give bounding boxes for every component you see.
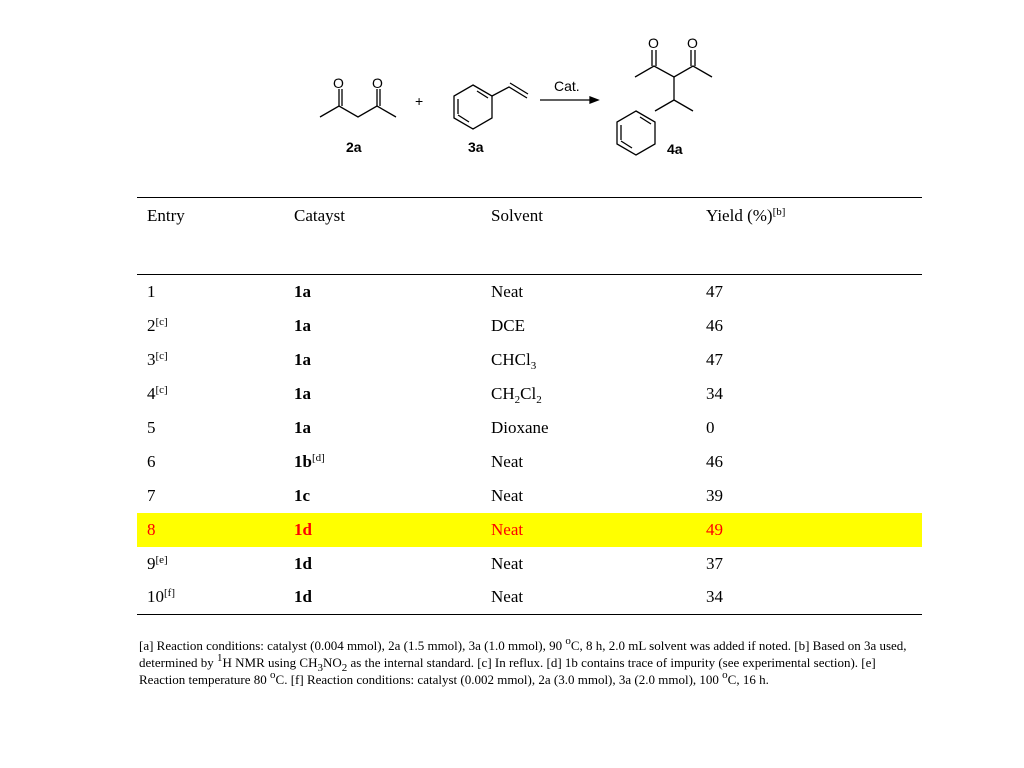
footnote-marker: [f] bbox=[164, 587, 175, 600]
footnotes bbox=[139, 637, 914, 688]
degree-sign: o bbox=[565, 635, 571, 647]
solvent-name: $CH_2Cl_2$ bbox=[491, 383, 542, 406]
entry-number: 4 bbox=[147, 383, 156, 403]
solvent-name: Neat bbox=[491, 485, 524, 505]
catalyst-id: 1a bbox=[294, 383, 311, 403]
footnote-text: H NMR using CH bbox=[222, 655, 318, 670]
catalyst-id: 1d bbox=[294, 587, 312, 607]
cell-entry bbox=[137, 547, 284, 581]
cell-entry bbox=[137, 275, 284, 309]
cell-catalyst bbox=[284, 445, 481, 479]
cell-catalyst bbox=[284, 411, 481, 445]
cell-yield bbox=[696, 479, 922, 513]
cell-catalyst bbox=[284, 547, 481, 581]
yield-value: 46 bbox=[706, 451, 723, 471]
cell-entry bbox=[137, 411, 284, 445]
header-catalyst: Catayst bbox=[294, 206, 345, 225]
cell-solvent bbox=[481, 445, 696, 479]
cell-yield bbox=[696, 377, 922, 411]
table-row bbox=[137, 513, 922, 547]
header-yield-text: Yield (%) bbox=[706, 206, 773, 225]
catalyst-id: 1d bbox=[294, 553, 312, 573]
entry-number: 1 bbox=[147, 281, 156, 301]
catalyst-id: 1b bbox=[294, 451, 312, 471]
catalyst-id: 1a bbox=[294, 315, 311, 335]
entry-number: 8 bbox=[147, 519, 156, 539]
entry-number: 5 bbox=[147, 417, 156, 437]
cell-yield bbox=[696, 581, 922, 615]
yield-value: 47 bbox=[706, 281, 723, 301]
table-row bbox=[137, 275, 922, 309]
table-row bbox=[137, 445, 922, 479]
cell-catalyst bbox=[284, 513, 481, 547]
catalyst-id: 1a bbox=[294, 281, 311, 301]
entry-number: 9 bbox=[147, 553, 156, 573]
cell-catalyst bbox=[284, 309, 481, 343]
cell-catalyst bbox=[284, 343, 481, 377]
cell-yield bbox=[696, 513, 922, 547]
molecule-3a-ring bbox=[454, 85, 492, 129]
molecule-4a-backbone bbox=[635, 66, 712, 77]
footnote-marker: [b] bbox=[772, 206, 786, 218]
entry-number: 3 bbox=[147, 349, 156, 369]
plus-sign: + bbox=[415, 93, 424, 109]
footnote-text: C, 16 h. bbox=[727, 672, 769, 687]
cell-entry bbox=[137, 343, 284, 377]
cell-catalyst bbox=[284, 479, 481, 513]
subscript: 3 bbox=[317, 662, 323, 674]
yield-value: 39 bbox=[706, 485, 723, 505]
table-row bbox=[137, 479, 922, 513]
table-row bbox=[137, 343, 922, 377]
yield-value: 46 bbox=[706, 315, 723, 335]
cell-yield bbox=[696, 411, 922, 445]
cell-catalyst bbox=[284, 377, 481, 411]
cell-yield bbox=[696, 547, 922, 581]
atom-o-label: O bbox=[333, 75, 344, 91]
reaction-scheme bbox=[300, 25, 740, 165]
footnote-marker: [c] bbox=[155, 383, 168, 396]
catalyst-id: 1a bbox=[294, 349, 311, 369]
subscript: 2 bbox=[341, 662, 348, 674]
entry-number: 10 bbox=[147, 587, 164, 607]
cell-solvent bbox=[481, 411, 696, 445]
cell-solvent bbox=[481, 479, 696, 513]
cell-solvent bbox=[481, 547, 696, 581]
footnote-text: C, 8 h, 2.0 mL solvent was added if noted. [b] Based on 3a used, determined by bbox=[139, 638, 907, 670]
cell-entry bbox=[137, 479, 284, 513]
yield-value: 34 bbox=[706, 383, 723, 403]
table-row bbox=[137, 309, 922, 343]
yield-value: 37 bbox=[706, 553, 723, 573]
cell-solvent bbox=[481, 309, 696, 343]
atom-o-label: O bbox=[372, 75, 383, 91]
arrow-label: Cat. bbox=[554, 78, 580, 94]
yield-value: 49 bbox=[706, 519, 723, 539]
cell-entry bbox=[137, 377, 284, 411]
entry-number: 6 bbox=[147, 451, 156, 471]
solvent-name: Neat bbox=[491, 587, 524, 607]
compound-label-2a: 2a bbox=[346, 139, 362, 155]
cell-solvent bbox=[481, 343, 696, 377]
cell-solvent bbox=[481, 275, 696, 309]
header-solvent: Solvent bbox=[491, 206, 543, 225]
footnote-text: [a] Reaction conditions: catalyst (0.004 mmol), 2a (1.5 mmol), 3a (1.0 mmol), 90 bbox=[139, 638, 566, 653]
yield-value: 34 bbox=[706, 587, 723, 607]
cell-solvent bbox=[481, 377, 696, 411]
header-yield bbox=[696, 198, 922, 275]
table-row bbox=[137, 581, 922, 615]
cell-solvent bbox=[481, 581, 696, 615]
nmr-superscript: 1 bbox=[216, 652, 223, 664]
footnote-text: C. [f] Reaction conditions: catalyst (0.002 mmol), 2a (3.0 mmol), 3a (2.0 mmol), 100 bbox=[275, 672, 723, 687]
cell-solvent bbox=[481, 513, 696, 547]
catalyst-id: 1d bbox=[294, 519, 312, 539]
cell-yield bbox=[696, 309, 922, 343]
solvent-name: CHCl$_3$ bbox=[491, 349, 537, 372]
cell-entry bbox=[137, 309, 284, 343]
solvent-name: Neat bbox=[491, 451, 524, 471]
entry-number: 7 bbox=[147, 485, 156, 505]
table-row bbox=[137, 547, 922, 581]
header-entry: Entry bbox=[147, 206, 185, 225]
solvent-name: Neat bbox=[491, 553, 524, 573]
cell-catalyst bbox=[284, 275, 481, 309]
solvent-name: DCE bbox=[491, 315, 525, 335]
atom-o-label: O bbox=[687, 35, 698, 51]
molecule-2a-backbone bbox=[320, 106, 396, 117]
cell-catalyst bbox=[284, 581, 481, 615]
cell-entry bbox=[137, 445, 284, 479]
solvent-name: Neat bbox=[491, 281, 524, 301]
solvent-name: Neat bbox=[491, 519, 524, 539]
solvent-name: Dioxane bbox=[491, 417, 549, 437]
cell-entry bbox=[137, 513, 284, 547]
cell-yield bbox=[696, 275, 922, 309]
cell-yield bbox=[696, 343, 922, 377]
yield-value: 0 bbox=[706, 417, 715, 437]
compound-label-4a: 4a bbox=[667, 141, 683, 157]
degree-sign: o bbox=[722, 669, 728, 681]
footnote-text: as the internal standard. [c] In reflux. [d] 1b contains trace of impurity (see experimental section). [e] Reaction temperature 80 bbox=[139, 655, 876, 687]
degree-sign: o bbox=[270, 669, 276, 681]
entry-number: 2 bbox=[147, 315, 156, 335]
catalyst-id: 1a bbox=[294, 417, 311, 437]
cell-entry bbox=[137, 581, 284, 615]
table-body bbox=[137, 275, 922, 615]
atom-o-label: O bbox=[648, 35, 659, 51]
footnote-text: NO bbox=[322, 655, 342, 670]
table-header-row bbox=[137, 198, 922, 275]
footnote-marker: [d] bbox=[311, 451, 325, 464]
catalyst-id: 1c bbox=[294, 485, 311, 505]
footnote-marker: [c] bbox=[155, 349, 168, 362]
yield-value: 47 bbox=[706, 349, 723, 369]
results-table bbox=[137, 197, 922, 615]
footnote-marker: [c] bbox=[155, 315, 168, 328]
cell-yield bbox=[696, 445, 922, 479]
table-row bbox=[137, 377, 922, 411]
compound-label-3a: 3a bbox=[468, 139, 484, 155]
molecule-4a-ring bbox=[617, 111, 655, 155]
footnote-marker: [e] bbox=[155, 553, 168, 566]
table-row bbox=[137, 411, 922, 445]
